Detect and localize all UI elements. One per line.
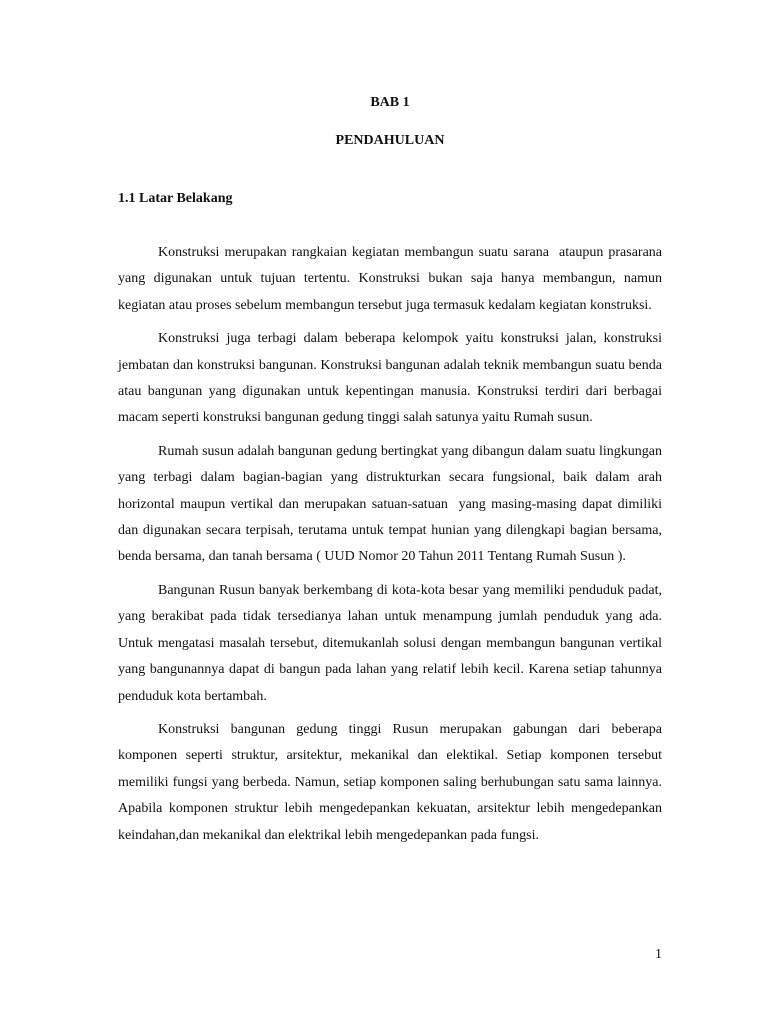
paragraph-4: Bangunan Rusun banyak berkembang di kota-kota besar yang memiliki penduduk padat, yang berakibat pada tidak tersedianya lahan untuk menampung jumlah penduduk yang ada. Untuk mengatasi masalah tersebut, ditemukanlah solusi dengan membangun bangunan vertikal yang bangunannya dapat di bangun pada lahan yang relatif lebih kecil. Karena setiap tahunnya penduduk kota bertambah. <box>118 582 666 704</box>
paragraph-5: Konstruksi bangunan gedung tinggi Rusun merupakan gabungan dari beberapa komponen seperti struktur, arsitektur, mekanikal dan elektikal. Setiap komponen tersebut memiliki fungsi yang berbeda. Namun, setiap komponen saling berhubungan satu sama lainnya. Apabila komponen struktur lebih mengedepankan kekuatan, arsitektur lebih mengedepankan keindahan,dan mekanikal dan elektrikal lebih mengedepankan pada fungsi. <box>118 721 666 843</box>
paragraph-2: Konstruksi juga terbagi dalam beberapa kelompok yaitu konstruksi jalan, konstruksi jembatan dan konstruksi bangunan. Konstruksi bangunan adalah teknik membangun suatu benda atau bangunan yang digunakan untuk kepentingan manusia. Konstruksi terdiri dari berbagai macam seperti konstruksi bangunan gedung tinggi salah satunya yaitu Rumah susun. <box>118 331 666 426</box>
chapter-title: PENDAHULUAN <box>335 133 445 148</box>
body-text <box>118 240 666 856</box>
paragraph-3: Rumah susun adalah bangunan gedung bertingkat yang dibangun dalam suatu lingkungan yang terbagi dalam bagian-bagian yang distrukturkan secara fungsional, baik dalam arah horizontal maupun vertikal dan merupakan satuan-satuan yang masing-masing dapat dimiliki dan digunakan secara terpisah, terutama untuk tempat hunian yang dilengkapi bagian bersama, benda bersama, dan tanah bersama ( UUD Nomor 20 Tahun 2011 Tentang Rumah Susun ). <box>118 443 666 565</box>
page-number: 1 <box>655 947 662 962</box>
section-heading: 1.1 Latar Belakang <box>118 191 233 206</box>
chapter-number: BAB 1 <box>370 95 410 110</box>
paragraph-1: Konstruksi merupakan rangkaian kegiatan membangun suatu sarana ataupun prasarana yang digunakan untuk tujuan tertentu. Konstruksi bukan saja hanya membangun, namun kegiatan atau proses sebelum membangun tersebut juga termasuk kedalam kegiatan konstruksi. <box>118 245 666 313</box>
